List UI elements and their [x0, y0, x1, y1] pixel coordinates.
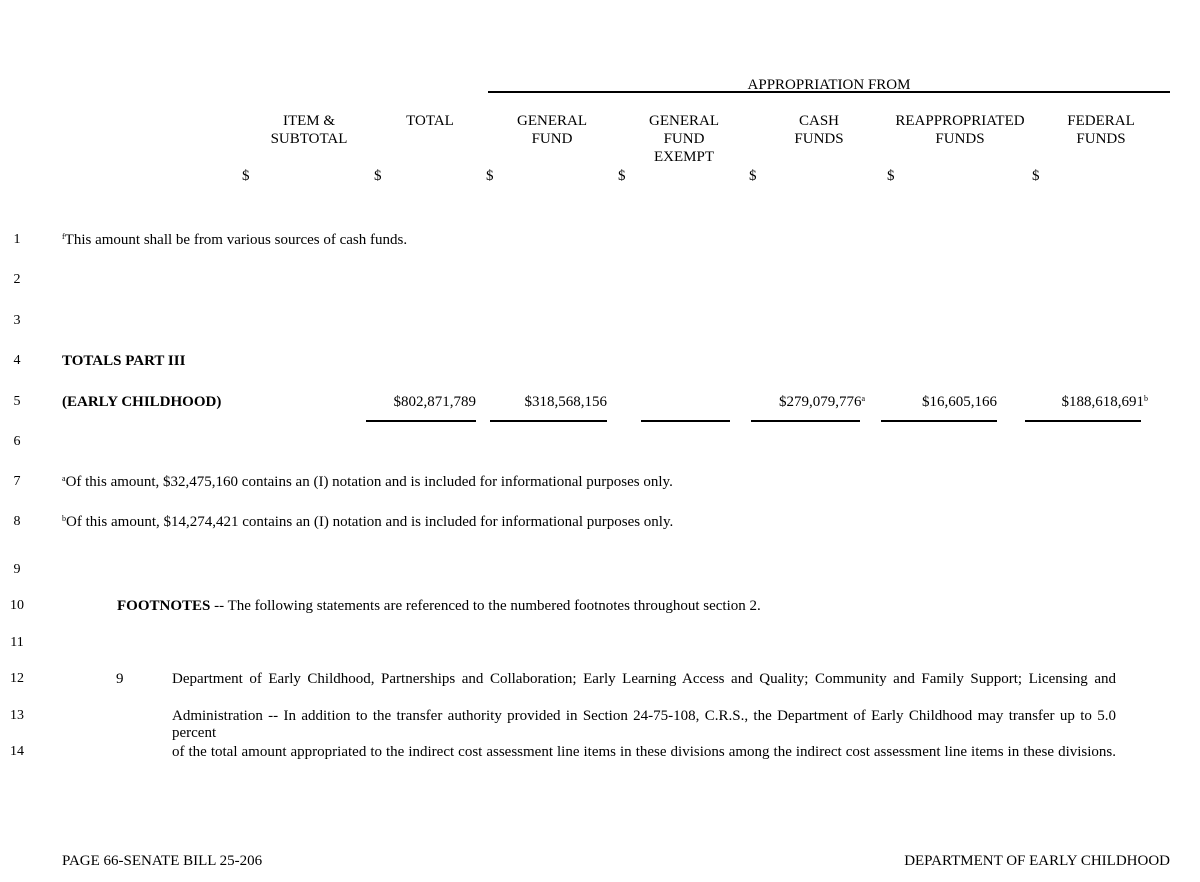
- note-a-text: Of this amount, $32,475,160 contains an (I) notation and is included for informational purposes only.: [65, 474, 673, 490]
- federal-funds-amount: $188,618,691$^b$: [1061, 394, 1148, 410]
- currency-sign: $: [242, 168, 250, 184]
- currency-sign: $: [749, 168, 757, 184]
- footnote-f: [62, 232, 407, 249]
- footnote-9-line: Administration -- In addition to the transfer authority provided in Section 24-75-108, C.R.S., the Department of Early Childhood may transfer up to 5.0 percent: [172, 708, 1116, 741]
- line-number: 7: [13, 474, 21, 489]
- line-number: 1: [13, 232, 21, 247]
- currency-sign: $: [887, 168, 895, 184]
- general-fund-underline: [490, 420, 607, 422]
- line-number: 14: [10, 744, 24, 759]
- line-number: 11: [10, 635, 24, 650]
- federal-funds-underline: [1025, 420, 1141, 422]
- appropriation-from-rule: [488, 91, 1170, 93]
- line-number: 5: [13, 394, 21, 409]
- note-a: [62, 474, 673, 491]
- footnote-9-line: of the total amount appropriated to the indirect cost assessment line items in these divisions among the indirect cost assessment line items in these divisions.: [172, 744, 1116, 760]
- line-number: 2: [13, 272, 21, 287]
- currency-sign: $: [618, 168, 626, 184]
- col-header-cash-funds: CASH FUNDS: [794, 113, 844, 147]
- note-a-mark: a: [62, 474, 66, 483]
- line-number: 9: [13, 562, 21, 577]
- footer-page-label: PAGE 66-SENATE BILL 25-206: [62, 853, 263, 869]
- line-number: 8: [13, 514, 21, 529]
- line-number: 10: [10, 598, 24, 613]
- cash-funds-underline: [751, 420, 860, 422]
- note-b: [62, 514, 673, 531]
- col-header-federal-funds: FEDERAL FUNDS: [1067, 113, 1135, 147]
- cash-funds-amount: $279,079,776$^a$: [778, 394, 865, 410]
- footnote-f-mark: f: [62, 232, 65, 241]
- footer-department-label: DEPARTMENT OF EARLY CHILDHOOD: [904, 853, 1170, 869]
- footnotes-label: FOOTNOTES: [117, 598, 211, 614]
- line-number: 3: [13, 313, 21, 328]
- total-underline: [366, 420, 476, 422]
- footnote-9-number: 9: [116, 671, 124, 687]
- footnote-9-line: Department of Early Childhood, Partnerships and Collaboration; Early Learning Access and Quality; Community and Family Support; Licensing and: [172, 671, 1116, 687]
- col-header-general-fund: GENERAL FUND: [517, 113, 587, 147]
- line-number: 6: [13, 434, 21, 449]
- currency-sign: $: [486, 168, 494, 184]
- col-header-reappropriated-funds: REAPPROPRIATED FUNDS: [895, 113, 1025, 147]
- note-b-text: Of this amount, $14,274,421 contains an (I) notation and is included for informational purposes only.: [66, 514, 674, 530]
- line-number: 13: [10, 708, 24, 723]
- currency-sign: $: [1032, 168, 1040, 184]
- reappropriated-funds-underline: [881, 420, 997, 422]
- reappropriated-funds-amount: $16,605,166: [922, 394, 997, 410]
- federal-funds-mark: b: [1144, 394, 1148, 403]
- col-header-general-fund-exempt: GENERAL FUND EXEMPT: [649, 113, 719, 165]
- line-number: 4: [13, 353, 21, 368]
- cash-funds-mark: a: [861, 394, 865, 403]
- line-number: 12: [10, 671, 24, 686]
- totals-subtitle: (EARLY CHILDHOOD): [62, 394, 222, 410]
- general-fund-amount: $318,568,156: [524, 394, 607, 410]
- total-amount: $802,871,789: [393, 394, 476, 410]
- totals-title: TOTALS PART III: [62, 353, 186, 369]
- note-b-mark: b: [62, 514, 66, 523]
- currency-sign: $: [374, 168, 382, 184]
- footnotes-heading: [117, 598, 761, 615]
- appropriation-from-heading: APPROPRIATION FROM: [747, 77, 911, 93]
- general-fund-exempt-underline: [641, 420, 730, 422]
- col-header-item-subtotal: ITEM & SUBTOTAL: [270, 113, 348, 147]
- footnotes-intro: -- The following statements are referenced to the numbered footnotes throughout section 2.: [210, 598, 761, 614]
- footnote-f-text: This amount shall be from various sources of cash funds.: [64, 232, 408, 248]
- col-header-total: TOTAL: [406, 113, 454, 129]
